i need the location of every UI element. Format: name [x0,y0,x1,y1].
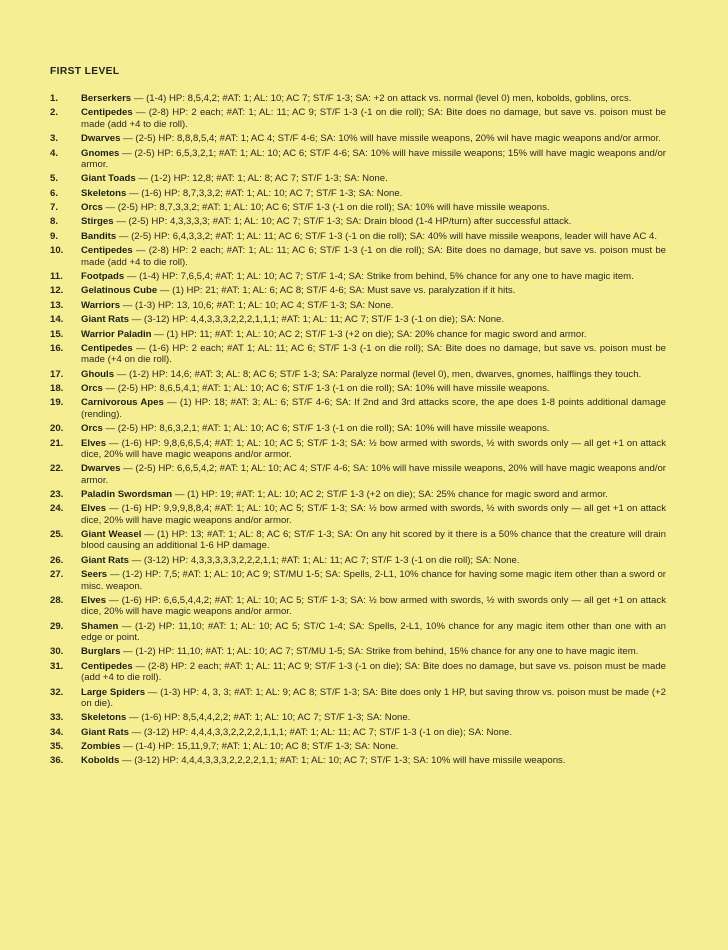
encounter-entry [50,231,666,242]
entry-number: 4. [50,147,59,159]
monster-name: Shamen [81,620,119,632]
monster-name: Footpads [81,270,125,282]
monster-name: Giant Rats [81,554,129,566]
monster-name: Giant Toads [81,173,136,185]
encounter-entry [50,646,666,657]
entry-number: 16. [50,342,64,354]
entry-body [81,148,666,171]
entry-number: 29. [50,620,64,632]
monster-stats: — (1-4) HP: 15,11,9,7; #AT: 1; AL: 10; AC 8; ST/F 1-3; SA: None. [120,741,399,753]
encounter-entry [50,173,666,184]
entry-number: 30. [50,646,64,658]
monster-name: Skeletons [81,187,127,199]
monster-name: Bandits [81,230,117,242]
entry-number: 15. [50,328,64,340]
monster-name: Gelatinous Cube [81,285,158,297]
encounter-entry [50,755,666,766]
entry-number: 2. [50,107,59,119]
monster-name: Kobolds [81,755,120,767]
monster-name: Berserkers [81,93,132,104]
encounter-entry [50,383,666,394]
encounter-entry [50,133,666,144]
entry-number: 36. [50,755,64,767]
monster-stats: — (3-12) HP: 4,3,3,3,3,3,2,2,2,1,1; #AT: 1; AL: 11; AC 7; ST/F 1-3 (-1 on die roll); SA: None. [128,554,520,566]
monster-name: Elves [81,594,107,606]
monster-stats: — (1) HP: 11; #AT: 1; AL: 10; AC 2; ST/F 1-3 (+2 on die); SA: 20% chance for magic sword and armor. [151,328,587,340]
entry-body [81,661,666,684]
entry-body [81,93,666,104]
entry-number: 11. [50,270,63,282]
entry-body [81,369,666,380]
entry-number: 24. [50,503,64,515]
entry-number: 28. [50,594,64,606]
monster-name: Burglars [81,646,121,658]
entry-number: 13. [50,299,64,311]
monster-stats: — (1-6) HP: 8,7,3,3,2; #AT: 1; AL: 10; AC 7; ST/F 1-3; SA: None. [126,187,403,199]
monster-stats: — (2-5) HP: 8,6,3,2,1; #AT: 1; AL: 10; AC 6; ST/F 1-3 (-1 on die roll); SA: 10% will have missile weapons. [102,423,550,435]
encounter-entry [50,595,666,618]
monster-stats: — (1-2) HP: 12,8; #AT: 1; AL: 8; AC 7; ST/F 1-3; SA: None. [135,173,388,185]
entry-number: 10. [50,245,64,257]
encounter-entry [50,369,666,380]
encounter-entry [50,188,666,199]
entry-body [81,231,666,242]
entry-body [81,438,666,461]
entry-number: 35. [50,741,64,753]
entry-body [81,285,666,296]
monster-stats: — (1) HP: 18; #AT: 3; AL: 6; ST/F 4-6; SA: If 2nd and 3rd attacks score, the ape does 1-8 points additional damage (rending). [81,397,667,420]
entry-number: 33. [50,712,64,724]
encounter-entry [50,712,666,723]
encounter-entry [50,438,666,461]
monster-stats: — (1-6) HP: 6,6,5,4,4,2; #AT: 1; AL: 10; AC 5; ST/F 1-3; SA: ½ bow armed with swords, ½ with swords only — all get +1 on attack dice, 20% will have magic weapons and/or armor. [81,594,666,618]
monster-stats: — (2-5) HP: 6,5,3,2,1; #AT: 1; AL: 10; AC 6; ST/F 4-6; SA: 10% will have missile weapons; 15% will have magic weapons and/or armor. [81,147,666,170]
monster-stats: — (3-12) HP: 4,4,4,3,3,2,2,2,2,1,1,1; #AT: 1; AL: 11; AC 7; ST/F 1-3 (-1 on die); SA: None. [128,726,513,738]
encounter-entry [50,529,666,552]
entry-body [81,503,666,526]
entry-body [81,133,666,144]
entry-number: 7. [50,202,59,214]
entry-body [81,188,666,199]
encounter-list [50,93,666,767]
monster-stats: — (1-3) HP: 13, 10,6; #AT: 1; AL: 10; AC 4; ST/F 1-3; SA: None. [120,299,394,311]
encounter-entry [50,148,666,171]
encounter-entry [50,423,666,434]
encounter-entry [50,661,666,684]
encounter-entry [50,687,666,710]
entry-number: 22. [50,463,64,475]
monster-stats: — (2-5) HP: 4,3,3,3,3; #AT: 1; AL: 10; AC 7; ST/F 1-3; SA: Drain blood (1-4 HP/turn) after successful attack. [113,216,572,228]
monster-name: Centipedes [81,245,133,257]
monster-name: Zombies [81,741,121,753]
encounter-entry [50,107,666,130]
entry-body [81,107,666,130]
encounter-entry [50,343,666,366]
encounter-entry [50,300,666,311]
monster-stats: — (1-6) HP: 9,9,9,8,8,4; #AT: 1; AL: 10; AC 5; ST/F 1-3; SA: ½ bow armed with swords, ½ with swords only — all get +1 on attack dice, 20% will have magic weapons and/or armor. [81,503,666,526]
entry-number: 5. [50,173,59,185]
entry-number: 26. [50,554,64,566]
entry-body [81,621,666,644]
entry-number: 17. [50,368,64,380]
encounter-entry [50,555,666,566]
entry-body [81,343,666,366]
monster-name: Skeletons [81,712,127,724]
entry-number: 31. [50,660,64,672]
entry-number: 6. [50,187,59,199]
entry-body [81,202,666,213]
monster-name: Carnivorous Apes [81,397,164,409]
monster-name: Paladin Swordsman [81,489,173,500]
monster-stats: — (3-12) HP: 4,4,4,3,3,3,2,2,2,2,1,1; #AT: 1; AL: 10; AC 7; ST/F 1-3; SA: 10% will have missile weapons. [119,755,566,767]
monster-name: Giant Rats [81,726,129,738]
monster-stats: — (1-2) HP: 7,5; #AT: 1; AL: 10; AC 9; ST/MU 1-5; SA: Spells, 2-L1, 10% chance for having some magic item other than a sword or misc. weapon. [81,569,666,592]
monster-name: Giant Rats [81,314,129,326]
entry-number: 21. [50,437,64,449]
monster-stats: — (2-8) HP: 2 each; #AT: 1; AL: 11; AC 9; ST/F 1-3 (-1 on die roll); SA: Bite does no damage, but save vs. poison must be made (add +4 to die roll). [81,107,666,130]
entry-body [81,712,666,723]
monster-name: Dwarves [81,133,121,145]
monster-stats: — (1-2) HP: 11,10; #AT: 1; AL: 10; AC 7; ST/MU 1-5; SA: Strike from behind, 15% chance for any one to have magic item. [120,646,639,658]
encounter-entry [50,569,666,592]
entry-body [81,314,666,325]
entry-body [81,555,666,566]
encounter-entry [50,621,666,644]
entry-number: 34. [50,726,64,738]
monster-stats: — (1-4) HP: 7,6,5,4; #AT: 1; AL: 10; AC 7; ST/F 1-4; SA: Strike from behind, 5% chance for any one to have magic item. [124,270,634,282]
monster-stats: — (2-5) HP: 8,7,3,3,2; #AT: 1; AL: 10; AC 6; ST/F 1-3 (-1 on die roll); SA: 10% will have missile weapons. [102,202,550,214]
monster-name: Warriors [81,299,121,311]
monster-stats: — (2-5) HP: 8,6,5,4,1; #AT: 1; AL: 10; AC 6; ST/F 1-3 (-1 on die roll); SA: 10% will have missile weapons. [102,383,550,395]
monster-name: Gnomes [81,147,120,159]
entry-body [81,329,666,340]
monster-name: Large Spiders [81,686,146,698]
monster-stats: — (2-5) HP: 6,4,3,3,2; #AT: 1; AL: 11; AC 6; ST/F 1-3 (-1 on die roll); SA: 40% will have missile weapons, leader will have AC 4. [116,230,658,242]
entry-body [81,529,666,552]
entry-number: 9. [50,230,59,242]
entry-number: 3. [50,133,59,145]
monster-name: Orcs [81,383,103,395]
entry-body [81,741,666,752]
encounter-entry [50,329,666,340]
entry-body [81,687,666,710]
encounter-entry [50,202,666,213]
entry-body [81,489,666,500]
entry-body [81,755,666,766]
monster-stats: — (1-6) HP: 9,8,6,6,5,4; #AT: 1; AL: 10; AC 5; ST/F 1-3; SA: ½ bow armed with swords, ½ with swords only — all get +1 on attack dice, 20% will have magic weapons and/or armor. [81,437,666,460]
monster-stats: — (1) HP: 21; #AT: 1; AL: 6; AC 8; ST/F 4-6; SA: Must save vs. paralyzation if it hits. [157,285,516,297]
monster-name: Centipedes [81,660,133,672]
monster-name: Ghouls [81,368,115,380]
encounter-entry [50,216,666,227]
entry-body [81,271,666,282]
entry-number: 32. [50,686,64,698]
monster-name: Giant Weasel [81,529,142,541]
encounter-entry [50,463,666,486]
monster-stats: — (1-2) HP: 11,10; #AT: 1; AL: 10; AC 5; ST/C 1-4; SA: Spells, 2-L1, 10% chance for any magic item other than one with an edge or point. [81,620,666,644]
monster-name: Orcs [81,202,103,214]
entry-number: 27. [50,569,64,581]
monster-name: Elves [81,503,107,515]
entry-number: 25. [50,529,64,541]
monster-name: Centipedes [81,107,133,119]
entry-number: 8. [50,216,59,228]
entry-number: 12. [50,285,64,297]
entry-body [81,646,666,657]
entry-number: 18. [50,383,64,395]
monster-stats: — (1-3) HP: 4, 3, 3; #AT: 1; AL: 9; AC 8; ST/F 1-3; SA: Bite does only 1 HP, but saving throw vs. poison must be made (+2 on die). [81,686,666,709]
encounter-entry [50,285,666,296]
entry-body [81,397,666,420]
section-heading: FIRST LEVEL [50,66,120,77]
entry-body [81,245,666,268]
encounter-entry [50,245,666,268]
entry-body [81,569,666,592]
monster-stats: — (1-2) HP: 14,6; #AT: 3; AL: 8; AC 6; ST/F 1-3; SA: Paralyze normal (level 0), men, dwarves, gnomes, halflings they touch. [114,368,642,380]
encounter-entry [50,503,666,526]
entry-body [81,216,666,227]
monster-name: Dwarves [81,463,121,475]
encounter-entry [50,271,666,282]
entry-number: 19. [50,397,64,409]
monster-stats: — (1-6) HP: 8,5,4,4,2,2; #AT: 1; AL: 10; AC 7; ST/F 1-3; SA: None. [126,712,411,724]
monster-stats: — (1-4) HP: 8,5,4,2; #AT: 1; AL: 10; AC 7; ST/F 1-3; SA: +2 on attack vs. normal (level 0) men, kobolds, goblins, orcs. [131,93,632,104]
monster-name: Seers [81,569,108,581]
encounter-entry [50,489,666,500]
monster-stats: — (3-12) HP: 4,4,3,3,3,2,2,2,1,1,1; #AT: 1; AL: 11; AC 7; ST/F 1-3 (-1 on die); SA: None. [128,314,505,326]
entry-number: 20. [50,423,64,435]
encounter-entry [50,93,666,104]
entry-body [81,383,666,394]
entry-body [81,423,666,434]
monster-stats: — (1-6) HP: 2 each; #AT 1; AL: 11; AC 6; ST/F 1-3 (-1 on die roll); SA: Bite does no damage, but save vs. poison must be made (+4 on die roll). [81,342,666,366]
encounter-entry [50,741,666,752]
entry-body [81,300,666,311]
monster-name: Orcs [81,423,103,435]
entry-body [81,463,666,486]
monster-stats: — (2-5) HP: 6,6,5,4,2; #AT: 1; AL: 10; AC 4; ST/F 4-6; SA: 10% will have missile weapons, 20% will have magic weapons and/or armor. [81,463,666,486]
monster-name: Stirges [81,216,114,228]
monster-stats: — (2-8) HP: 2 each; #AT: 1; AL: 11; AC 6; ST/F 1-3 (-1 on die roll); SA: Bite does no damage, but save vs. poison must be made (add +4 to die roll). [81,245,666,268]
entry-number: 23. [50,489,64,500]
monster-stats: — (2-8) HP: 2 each; #AT: 1; AL: 11; AC 9; ST/F 1-3 (-1 on die); SA: Bite does no damage, but save vs. poison must be made (add +4 to die roll). [81,660,666,684]
entry-body [81,727,666,738]
entry-number: 14. [50,314,64,326]
encounter-entry [50,314,666,325]
entry-number: 1. [50,93,59,104]
entry-body [81,595,666,618]
encounter-entry [50,397,666,420]
encounter-entry [50,727,666,738]
monster-stats: — (1) HP: 19; #AT: 1; AL: 10; AC 2; ST/F 1-3 (+2 on die); SA: 25% chance for magic sword and armor. [172,489,608,500]
monster-stats: — (2-5) HP: 8,8,8,5,4; #AT: 1; AC 4; ST/F 4-6; SA: 10% will have missile weapons, 20% wil have magic weapons and/or armor. [120,133,661,145]
entry-body [81,173,666,184]
monster-stats: — (1) HP: 13; #AT: 1; AL: 8; AC 6; ST/F 1-3; SA: On any hit scored by it there is a 50% chance that the creature will drain blood causing an additional 1-6 HP damage. [81,529,666,552]
monster-name: Warrior Paladin [81,328,152,340]
monster-name: Centipedes [81,342,133,354]
monster-name: Elves [81,437,107,449]
